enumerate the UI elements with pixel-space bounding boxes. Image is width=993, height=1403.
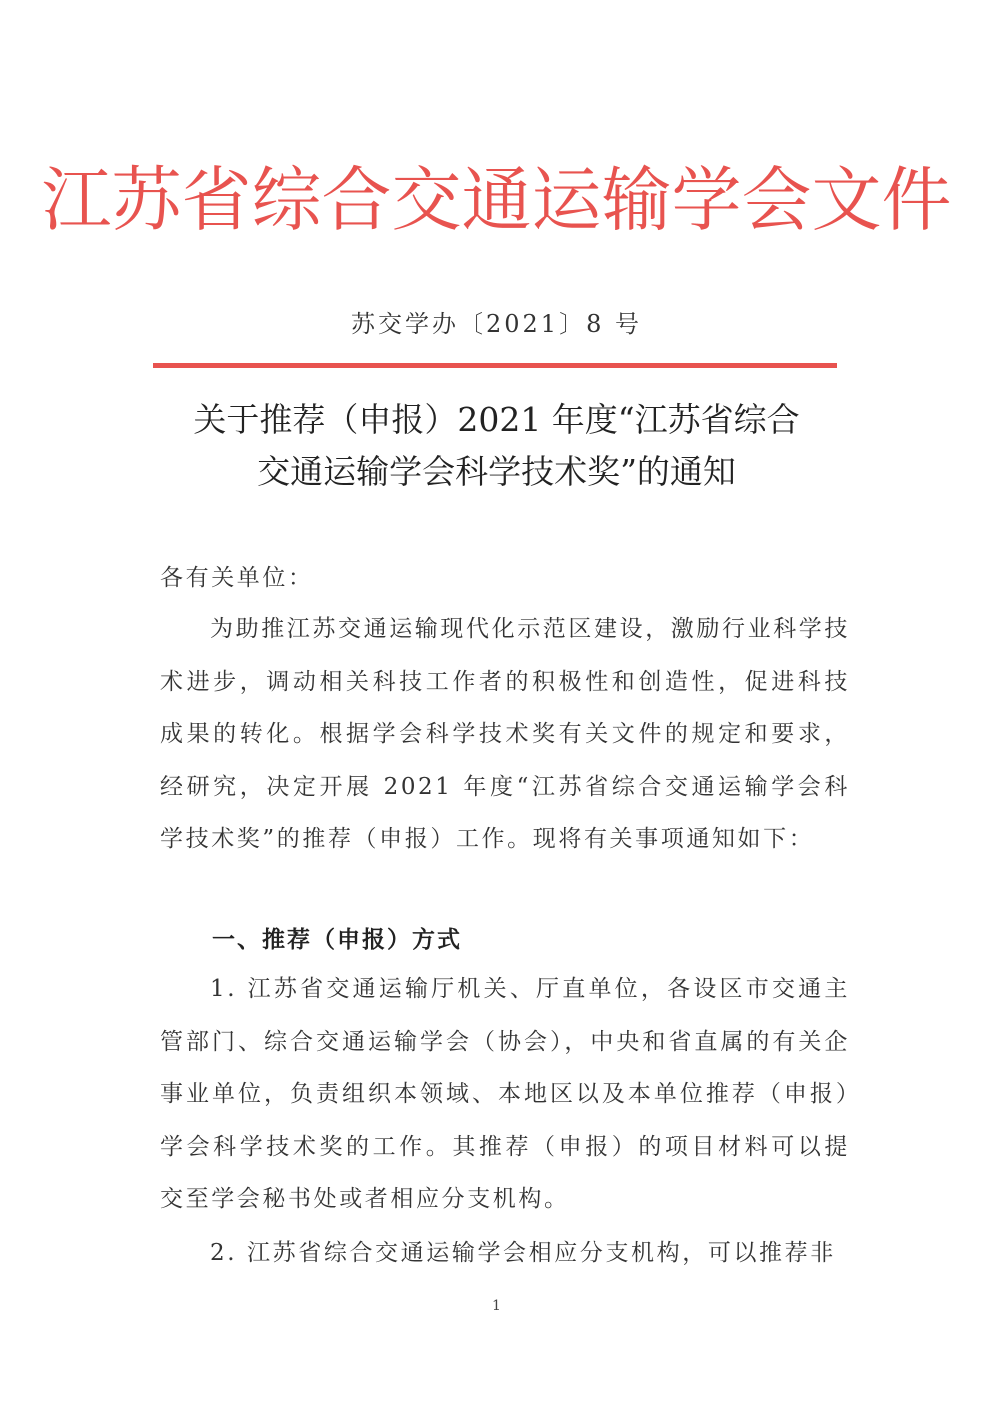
notice-title-line-2: 交通运输学会科学技术奖”的通知 bbox=[257, 452, 736, 491]
item-1-paragraph: 1. 江苏省交通运输厅机关、厅直单位，各设区市交通主管部门、综合交通运输学会（协会），中央和省直属的有关企事业单位，负责组织本领域、本地区以及本单位推荐（申报）学会科学技术奖的工作。其推荐（申报）的项目材料可以提交至学会秘书处或者相应分支机构。 bbox=[160, 976, 850, 1212]
item-2-paragraph: 2. 江苏省综合交通运输学会相应分支机构，可以推荐非 bbox=[210, 1240, 836, 1266]
page-number: 1 bbox=[492, 1298, 501, 1314]
red-divider-rule bbox=[153, 363, 837, 368]
intro-paragraph: 为助推江苏交通运输现代化示范区建设，激励行业科学技术进步，调动相关科技工作者的积极性和创造性，促进科技成果的转化。根据学会科学技术奖有关文件的规定和要求，经研究，决定开展 2021 年度“江苏省综合交通运输学会科学技术奖”的推荐（申报）工作。现将有关事项通知如下： bbox=[160, 616, 850, 852]
section-heading-1: 一、推荐（申报）方式 bbox=[212, 927, 462, 953]
salutation: 各有关单位： bbox=[160, 565, 314, 591]
document-number: 苏交学办〔2021〕8 号 bbox=[351, 310, 642, 338]
masthead-title: 江苏省综合交通运输学会文件 bbox=[41, 159, 952, 241]
notice-title-line-1: 关于推荐（申报）2021 年度“江苏省综合 bbox=[193, 400, 800, 439]
notice-title bbox=[120, 394, 873, 498]
